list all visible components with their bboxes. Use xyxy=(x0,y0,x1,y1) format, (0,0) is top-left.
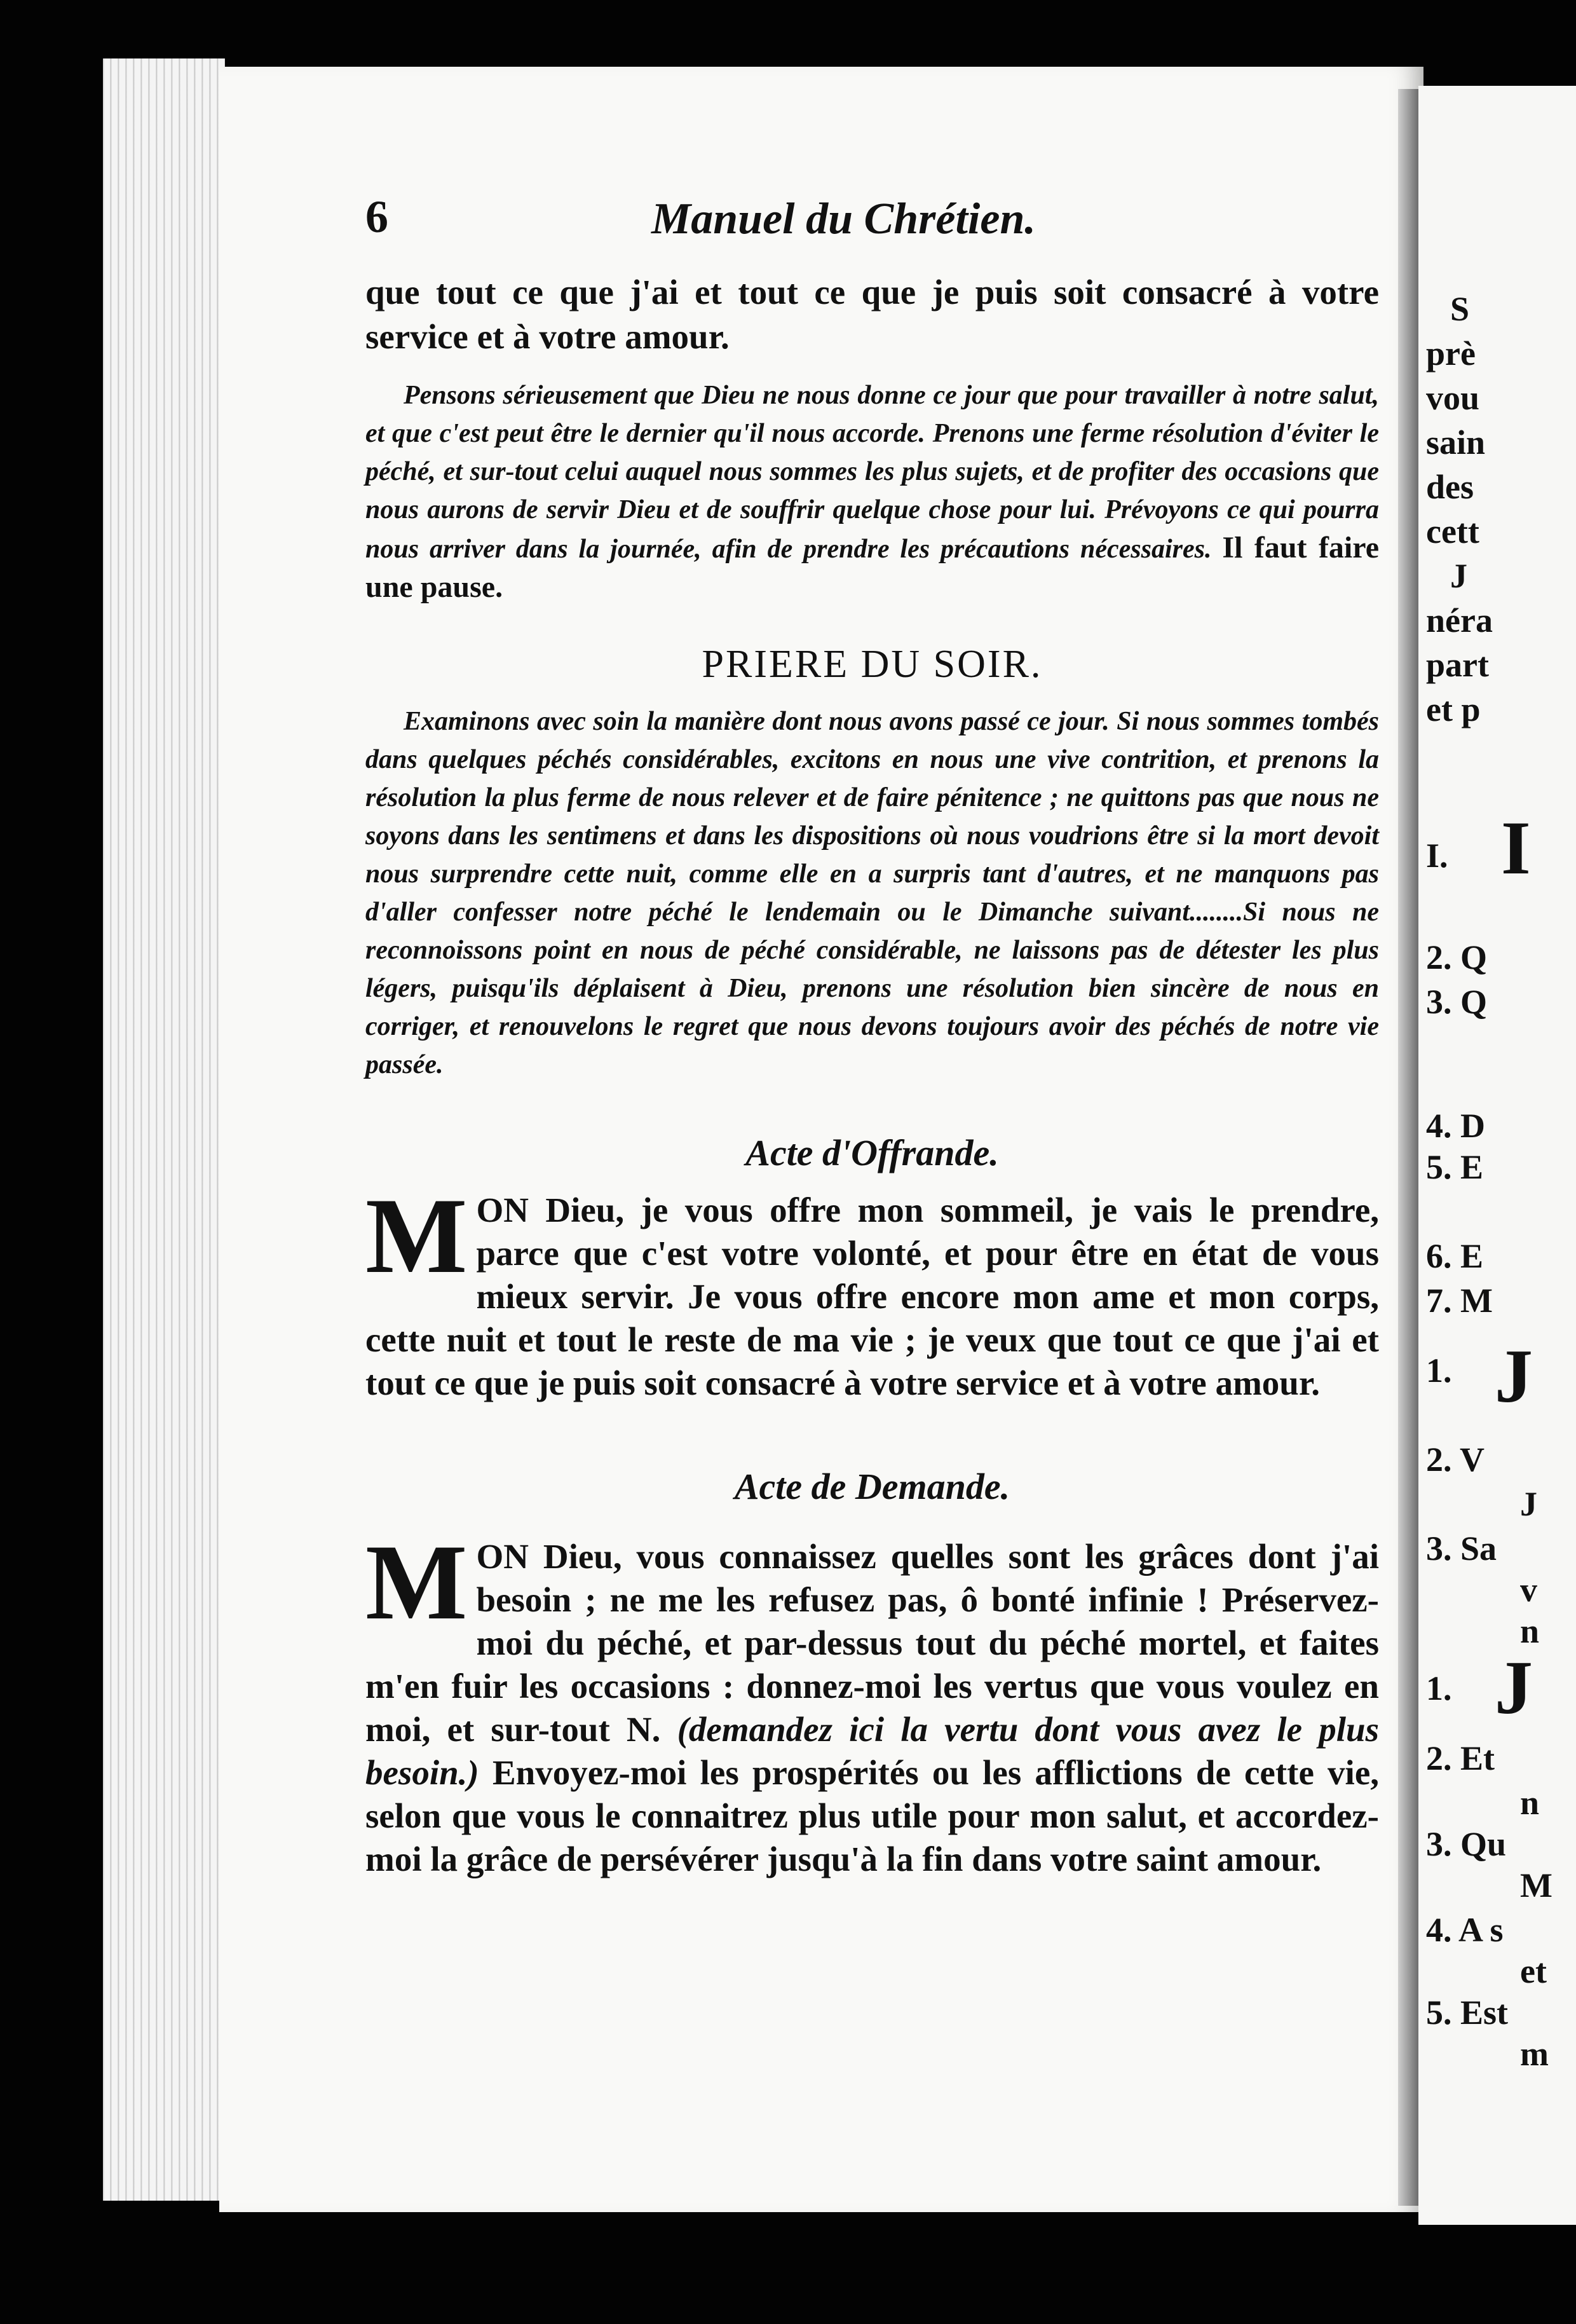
page-number: 6 xyxy=(365,191,388,242)
facing-fragment: et xyxy=(1520,1952,1547,1990)
facing-fragment: cett xyxy=(1426,512,1479,550)
offering-prayer xyxy=(365,1176,1379,1405)
page-edges xyxy=(103,58,225,2201)
facing-fragment: 3. Sa xyxy=(1426,1529,1497,1568)
facing-fragment: 5. Est xyxy=(1426,1993,1509,2032)
facing-fragment: néra xyxy=(1426,601,1493,639)
facing-fragment: J xyxy=(1495,1334,1533,1418)
section-title-evening: PRIERE DU SOIR. xyxy=(702,643,1043,686)
facing-fragment: J xyxy=(1520,1485,1537,1523)
facing-fragment: M xyxy=(1520,1866,1552,1904)
facing-page xyxy=(1418,86,1576,2225)
page-header xyxy=(365,191,1379,248)
facing-fragment: vou xyxy=(1426,379,1480,417)
section-title-offering: Acte d'Offrande. xyxy=(745,1132,999,1173)
facing-fragment: 3. Qu xyxy=(1426,1825,1507,1863)
facing-fragment: 5. E xyxy=(1426,1148,1484,1186)
request-prayer xyxy=(365,1522,1380,1881)
facing-fragment: I. xyxy=(1426,837,1448,875)
request-text-italic: (demandez ici la vertu dont vous avez le plus besoin.) xyxy=(365,1710,1379,1792)
request-text-after: Envoyez-moi les prospérités ou les afflictions de cette vie, selon que vous le connaitrez plus utile pour mon salut, et accordez-moi la grâce de persévérer jusqu'à la fin dans votre saint amour. xyxy=(365,1753,1380,1878)
section-title-request: Acte de Demande. xyxy=(734,1466,1010,1507)
facing-fragment: part xyxy=(1426,646,1489,684)
facing-fragment: 7. M xyxy=(1426,1282,1493,1320)
facing-fragment: 1. xyxy=(1426,1351,1452,1390)
offering-text: ON Dieu, je vous offre mon sommeil, je vais le prendre, parce que c'est votre volonté, et pour être en état de vous mieux servir. Je vous offre encore mon ame et mon corps, cette nuit et tout le reste de ma vie ; je veux que tout ce que j'ai et tout ce que je puis soit consacré à votre service et à votre amour. xyxy=(365,1191,1379,1402)
facing-fragment: I xyxy=(1501,805,1531,890)
facing-fragment: 2. V xyxy=(1426,1440,1485,1479)
opening-paragraph: que tout ce que j'ai et tout ce que je puis soit consacré à votre service et à votre amour. xyxy=(365,273,1379,356)
drop-cap: M xyxy=(365,1176,468,1295)
request-text-before: ON Dieu, vous connaissez quelles sont les grâces dont j'ai besoin ; ne me les refusez pas, ô bonté infinie ! Préservez-moi du péché, et par-dessus tout du péché mortel, et faites m'en fuir les occasions : donnez-moi les vertus que vous voulez en moi, et sur-tout N. xyxy=(365,1537,1379,1749)
facing-fragment: des xyxy=(1426,468,1474,506)
facing-fragment: S xyxy=(1450,290,1470,328)
facing-fragment: J xyxy=(1495,1645,1533,1730)
evening-instructions: Examinons avec soin la manière dont nous avons passé ce jour. Si nous sommes tombés dans quelques péchés considérables, excitons en nous une vive contrition, et prenons la résolution la plus ferme de nous relever et de faire pénitence ; ne quittons pas que nous ne soyons dans les sentimens et dans les dispositions où nous voudrions être si la mort devoit nous surprendre cette nuit, comme elle en a surpris tant d'autres, et ne manquons pas d'aller confesser notre péché le lendemain ou le Dimanche suivant........Si nous ne reconnoissons point en nous de péché considérable, ne laissons pas de détester les plus légers, puisqu'ils déplaisent à Dieu, prenons une résolution bien sincère de nous en corriger, et renouvelons le regret que nous devons toujours avoir des péchés de notre vie passée. xyxy=(365,707,1379,1079)
drop-cap: M xyxy=(365,1522,468,1642)
facing-fragment: 4. D xyxy=(1426,1107,1485,1145)
facing-fragment: 2. Et xyxy=(1426,1739,1495,1777)
facing-fragment: J xyxy=(1450,557,1467,595)
facing-fragment: 6. E xyxy=(1426,1237,1484,1275)
facing-fragment: et p xyxy=(1426,690,1481,728)
facing-fragment: 1. xyxy=(1426,1669,1452,1707)
facing-fragment: m xyxy=(1520,2035,1549,2073)
facing-fragment: 4. A s xyxy=(1426,1911,1504,1949)
facing-fragment: 2. Q xyxy=(1426,938,1488,976)
morning-reflection xyxy=(365,376,1379,608)
reflection-text: Pensons sérieusement que Dieu ne nous donne ce jour que pour travailler à notre salut, et que c'est peut être le dernier qu'il nous accorde. Prenons une ferme résolution d'éviter le péché, et sur-tout celui auquel nous sommes les plus sujets, et de profiter des occasions que nous aurons de servir Dieu et de souffrir quelque chose pour lui. Prévoyons ce qui pourra nous arriver dans la journée, afin de prendre les précautions nécessaires. xyxy=(365,381,1379,564)
facing-fragment: 3. Q xyxy=(1426,983,1488,1021)
facing-fragment: sain xyxy=(1426,423,1486,461)
reflection-tail: Il faut faire une pause. xyxy=(365,531,1380,604)
running-title: Manuel du Chrétien. xyxy=(651,195,1036,243)
facing-fragment: v xyxy=(1520,1571,1537,1609)
facing-fragment: n xyxy=(1520,1784,1540,1822)
facing-fragment: prè xyxy=(1426,334,1476,373)
facing-fragment: n xyxy=(1520,1612,1540,1650)
